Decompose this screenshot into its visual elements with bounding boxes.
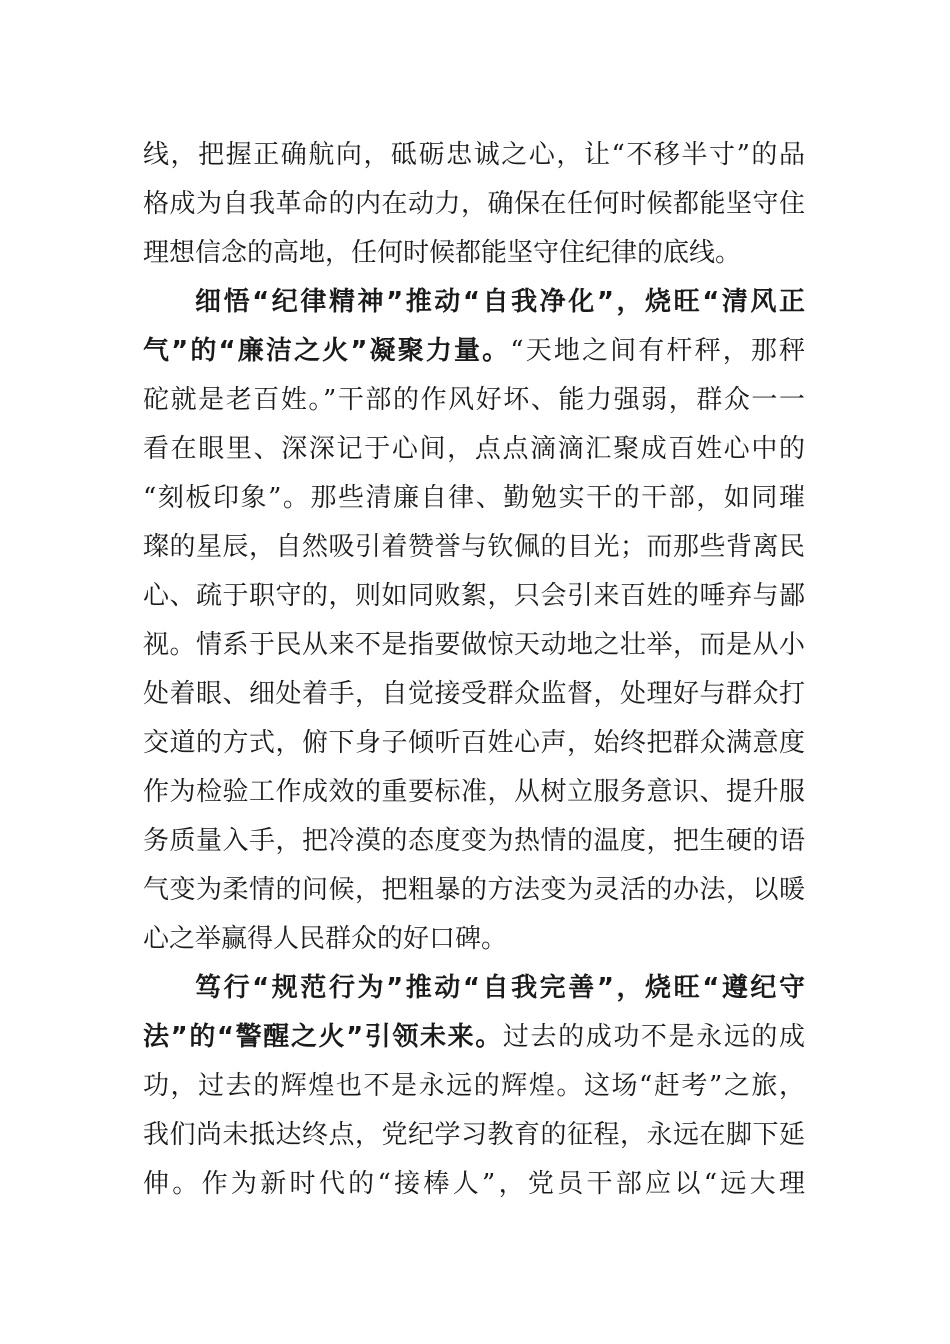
body-text: 视。情系于民从来不是指要做惊天动地之壮举，而是从小 [143,630,805,660]
paragraph-2-line-2 [143,333,805,369]
paragraph-2-line-7 [143,578,805,614]
body-text: “刻板印象”。那些清廉自律、勤勉实干的干部，如同璀 [143,483,805,513]
paragraph-2-line-14 [143,921,805,957]
bold-heading-text: 法”的“警醒之火”引领未来。 [143,1022,503,1052]
paragraph-2-line-11 [143,774,805,810]
paragraph-2-line-1 [195,284,805,320]
paragraph-2-line-3 [143,382,805,418]
paragraph-1-line-3 [143,235,805,271]
body-text: 务质量入手，把冷漠的态度变为热情的温度，把生硬的语 [143,826,805,856]
paragraph-3-line-1 [195,970,805,1006]
body-text: 作为检验工作成效的重要标准，从树立服务意识、提升服 [143,777,805,807]
body-text: 伸。作为新时代的“接棒人”，党员干部应以“远大理 [143,1169,805,1199]
body-text: 交道的方式，俯下身子倾听百姓心声，始终把群众满意度 [143,728,805,758]
body-text: “天地之间有杆秤，那秤 [510,336,806,366]
bold-heading-text: 细悟“纪律精神”推动“自我净化”，烧旺“清风正 [195,287,805,317]
body-text: 璨的星辰，自然吸引着赞誉与钦佩的目光；而那些背离民 [143,532,805,562]
paragraph-3-line-2 [143,1019,805,1055]
paragraph-3-line-4 [143,1117,805,1153]
body-text: 看在眼里、深深记于心间，点点滴滴汇聚成百姓心中的 [143,434,805,464]
body-text: 心、疏于职守的，则如同败絮，只会引来百姓的唾弃与鄙 [143,581,805,611]
paragraph-2-line-9 [143,676,805,712]
body-text: 功，过去的辉煌也不是永远的辉煌。这场“赶考”之旅， [143,1071,805,1101]
paragraph-1-line-2 [143,186,805,222]
paragraph-2-line-4 [143,431,805,467]
paragraph-1-line-1 [143,137,805,173]
body-text: 线，把握正确航向，砥砺忠诚之心，让“不移半寸”的品 [143,140,805,170]
body-text: 心之举赢得人民群众的好口碑。 [143,924,508,954]
paragraph-3-line-3 [143,1068,805,1104]
body-text: 我们尚未抵达终点，党纪学习教育的征程，永远在脚下延 [143,1120,805,1150]
paragraph-2-line-13 [143,872,805,908]
bold-heading-text: 气”的“廉洁之火”凝聚力量。 [143,336,511,366]
body-text: 格成为自我革命的内在动力，确保在任何时候都能坚守住 [143,189,805,219]
paragraph-2-line-10 [143,725,805,761]
paragraph-3-line-5 [143,1166,805,1202]
paragraph-2-line-5 [143,480,805,516]
paragraph-2-line-12 [143,823,805,859]
body-text: 气变为柔情的问候，把粗暴的方法变为灵活的办法，以暖 [143,875,805,905]
paragraph-2-line-8 [143,627,805,663]
body-text: 理想信念的高地，任何时候都能坚守住纪律的底线。 [143,238,742,268]
body-text: 砣就是老百姓。”干部的作风好坏、能力强弱，群众一一 [143,385,805,415]
bold-heading-text: 笃行“规范行为”推动“自我完善”，烧旺“遵纪守 [195,973,805,1003]
body-text: 处着眼、细处着手，自觉接受群众监督，处理好与群众打 [143,679,805,709]
paragraph-2-line-6 [143,529,805,565]
body-text: 过去的成功不是永远的成 [502,1022,805,1052]
